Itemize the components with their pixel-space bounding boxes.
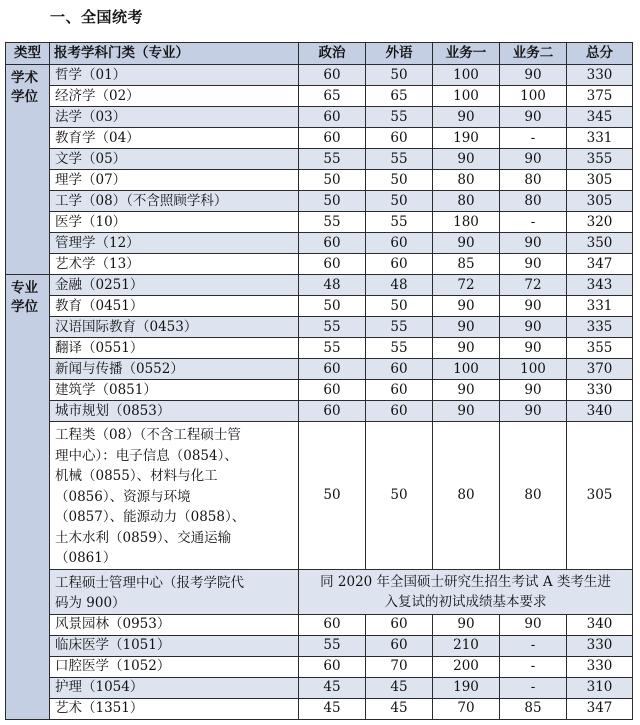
table-row (6, 275, 633, 296)
politics-cell: 60 (299, 233, 366, 254)
subject-cell: 艺术（1351） (50, 698, 299, 719)
total-cell: 355 (567, 338, 633, 359)
engineering-line: （0857）、能源动力（0858）、 (55, 509, 246, 525)
course1-cell: 90 (433, 380, 500, 401)
header-course1: 业务一 (433, 43, 500, 65)
subject-cell: 管理学（12） (50, 233, 299, 254)
course1-cell: 90 (433, 107, 500, 128)
section-heading: 一、全国统考 (50, 8, 144, 26)
table-row (6, 401, 633, 422)
politics-cell: 60 (299, 401, 366, 422)
subject-cell: 金融（0251） (50, 275, 299, 296)
politics-cell: 45 (299, 698, 366, 719)
politics-cell: 60 (299, 107, 366, 128)
course2-cell: 90 (500, 401, 567, 422)
total-cell: 340 (567, 614, 633, 635)
engineering-line: 工程类（08）（不含工程硕士管 (55, 427, 241, 443)
header-total: 总分 (567, 43, 633, 65)
language-cell: 50 (366, 65, 433, 86)
politics-cell: 45 (299, 677, 366, 698)
course2-cell: 100 (500, 359, 567, 380)
subject-cell: 理学（07） (50, 170, 299, 191)
total-cell: 343 (567, 275, 633, 296)
total-cell: 330 (567, 65, 633, 86)
table-row (6, 191, 633, 212)
course2-cell: 90 (500, 254, 567, 275)
subject-cell: 工学（08）（不含照顾学科） (50, 191, 299, 212)
total-cell: 305 (567, 191, 633, 212)
language-cell: 50 (366, 422, 433, 570)
course2-cell: 80 (500, 170, 567, 191)
politics-cell: 55 (299, 635, 366, 656)
subject-cell: 哲学（01） (50, 65, 299, 86)
engineering-line: 土木水利（0859）、交通运输 (55, 529, 232, 546)
course2-cell: 80 (500, 191, 567, 212)
mgmt-center-line: 码为 900） (55, 595, 126, 611)
course2-cell: 90 (500, 614, 567, 635)
category-academic-text: 学术 (11, 70, 38, 86)
header-language: 外语 (366, 43, 433, 65)
total-cell: 355 (567, 149, 633, 170)
total-cell: 335 (567, 317, 633, 338)
table-row (6, 149, 633, 170)
language-cell: 60 (366, 635, 433, 656)
language-cell: 60 (366, 380, 433, 401)
subject-cell: 口腔医学（1052） (50, 656, 299, 677)
politics-cell: 50 (299, 422, 366, 570)
language-cell: 45 (366, 677, 433, 698)
total-cell: 347 (567, 254, 633, 275)
language-cell: 70 (366, 656, 433, 677)
politics-cell: 60 (299, 359, 366, 380)
course2-cell: 72 (500, 275, 567, 296)
subject-cell-mgmt-center (50, 569, 299, 614)
language-cell: 55 (366, 338, 433, 359)
subject-cell: 经济学（02） (50, 86, 299, 107)
course1-cell: 90 (433, 233, 500, 254)
engineering-line: 机械（0855）、材料与化工 (55, 468, 218, 484)
course1-cell: 200 (433, 656, 500, 677)
course1-cell: 90 (433, 149, 500, 170)
table-row (6, 296, 633, 317)
subject-cell: 护理（1054） (50, 677, 299, 698)
table-row (6, 338, 633, 359)
course2-cell: - (500, 677, 567, 698)
table-row (6, 128, 633, 149)
course2-cell: 90 (500, 149, 567, 170)
subject-cell: 城市规划（0853） (50, 401, 299, 422)
course1-cell: 180 (433, 212, 500, 233)
politics-cell: 60 (299, 254, 366, 275)
politics-cell: 48 (299, 275, 366, 296)
total-cell: 310 (567, 677, 633, 698)
course1-cell: 90 (433, 614, 500, 635)
table-row-mgmt-center (6, 569, 633, 614)
total-cell: 320 (567, 212, 633, 233)
category-professional-text: 专业 (11, 280, 38, 296)
language-cell: 55 (366, 212, 433, 233)
table-row (6, 656, 633, 677)
mgmt-center-line: 工程硕士管理中心（报考学院代 (55, 574, 244, 591)
course1-cell: 85 (433, 254, 500, 275)
course1-cell: 90 (433, 338, 500, 359)
language-cell: 60 (366, 233, 433, 254)
category-professional (6, 275, 50, 720)
course2-cell: 80 (500, 422, 567, 570)
politics-cell: 60 (299, 656, 366, 677)
language-cell: 50 (366, 191, 433, 212)
header-subject: 报考学科门类（专业） (50, 43, 299, 65)
course1-cell: 90 (433, 296, 500, 317)
header-category: 类型 (6, 43, 50, 65)
course1-cell: 80 (433, 170, 500, 191)
engineering-line: 理中心）：电子信息（0854）、 (55, 447, 238, 464)
total-cell: 305 (567, 170, 633, 191)
language-cell: 60 (366, 254, 433, 275)
table-row (6, 614, 633, 635)
category-professional-text: 学位 (11, 299, 38, 315)
subject-cell: 汉语国际教育（0453） (50, 317, 299, 338)
course2-cell: 90 (500, 380, 567, 401)
table-row (6, 86, 633, 107)
course1-cell: 80 (433, 191, 500, 212)
language-cell: 65 (366, 86, 433, 107)
subject-cell: 建筑学（0851） (50, 380, 299, 401)
course1-cell: 90 (433, 401, 500, 422)
table-row-engineering (6, 422, 633, 570)
engineering-line: （0856）、资源与环境 (55, 488, 191, 505)
total-cell: 330 (567, 656, 633, 677)
politics-cell: 55 (299, 212, 366, 233)
total-cell: 340 (567, 401, 633, 422)
course1-cell: 72 (433, 275, 500, 296)
politics-cell: 60 (299, 65, 366, 86)
language-cell: 50 (366, 296, 433, 317)
course1-cell: 70 (433, 698, 500, 719)
politics-cell: 55 (299, 317, 366, 338)
politics-cell: 60 (299, 128, 366, 149)
table-row (6, 677, 633, 698)
subject-cell: 教育（0451） (50, 296, 299, 317)
language-cell: 48 (366, 275, 433, 296)
language-cell: 50 (366, 170, 433, 191)
score-table (5, 42, 633, 720)
course1-cell: 190 (433, 677, 500, 698)
subject-cell: 临床医学（1051） (50, 635, 299, 656)
course1-cell: 80 (433, 422, 500, 570)
table-row (6, 635, 633, 656)
total-cell: 330 (567, 635, 633, 656)
subject-cell: 法学（03） (50, 107, 299, 128)
table-row (6, 65, 633, 86)
note-line: 同 2020 年全国硕士研究生招生考试 A 类考生进 (320, 573, 611, 590)
language-cell: 55 (366, 149, 433, 170)
total-cell: 347 (567, 698, 633, 719)
subject-cell: 文学（05） (50, 149, 299, 170)
language-cell: 60 (366, 128, 433, 149)
mgmt-center-note (299, 569, 633, 614)
engineering-line: （0861） (55, 550, 117, 566)
language-cell: 55 (366, 317, 433, 338)
course2-cell: 90 (500, 317, 567, 338)
language-cell: 55 (366, 107, 433, 128)
total-cell: 331 (567, 296, 633, 317)
politics-cell: 55 (299, 149, 366, 170)
course1-cell: 100 (433, 86, 500, 107)
note-line: 入复试的初试成绩基本要求 (384, 593, 547, 610)
course2-cell: 100 (500, 86, 567, 107)
table-row (6, 254, 633, 275)
table-row (6, 317, 633, 338)
language-cell: 45 (366, 698, 433, 719)
table-row (6, 107, 633, 128)
header-row (6, 43, 633, 65)
language-cell: 60 (366, 359, 433, 380)
subject-cell: 艺术学（13） (50, 254, 299, 275)
course1-cell: 100 (433, 65, 500, 86)
course1-cell: 100 (433, 359, 500, 380)
table-row (6, 698, 633, 719)
table-row (6, 359, 633, 380)
politics-cell: 55 (299, 338, 366, 359)
politics-cell: 60 (299, 380, 366, 401)
course2-cell: 90 (500, 296, 567, 317)
course2-cell: 90 (500, 338, 567, 359)
category-academic-text: 学位 (11, 89, 38, 105)
header-course2: 业务二 (500, 43, 567, 65)
course2-cell: - (500, 656, 567, 677)
total-cell: 375 (567, 86, 633, 107)
language-cell: 60 (366, 614, 433, 635)
course2-cell: 90 (500, 107, 567, 128)
language-cell: 60 (366, 401, 433, 422)
course1-cell: 90 (433, 317, 500, 338)
politics-cell: 60 (299, 614, 366, 635)
total-cell: 330 (567, 380, 633, 401)
table-row (6, 380, 633, 401)
total-cell: 305 (567, 422, 633, 570)
course2-cell: - (500, 128, 567, 149)
total-cell: 331 (567, 128, 633, 149)
subject-cell: 教育学（04） (50, 128, 299, 149)
subject-cell-engineering (50, 422, 299, 570)
course2-cell: - (500, 635, 567, 656)
course2-cell: 90 (500, 65, 567, 86)
subject-cell: 风景园林（0953） (50, 614, 299, 635)
subject-cell: 翻译（0551） (50, 338, 299, 359)
course2-cell: - (500, 212, 567, 233)
politics-cell: 50 (299, 296, 366, 317)
total-cell: 350 (567, 233, 633, 254)
politics-cell: 65 (299, 86, 366, 107)
politics-cell: 50 (299, 170, 366, 191)
total-cell: 370 (567, 359, 633, 380)
category-academic (6, 65, 50, 275)
table-row (6, 212, 633, 233)
subject-cell: 医学（10） (50, 212, 299, 233)
course2-cell: 85 (500, 698, 567, 719)
table-row (6, 170, 633, 191)
course1-cell: 210 (433, 635, 500, 656)
politics-cell: 50 (299, 191, 366, 212)
table-row (6, 233, 633, 254)
total-cell: 345 (567, 107, 633, 128)
header-politics: 政治 (299, 43, 366, 65)
subject-cell: 新闻与传播（0552） (50, 359, 299, 380)
course1-cell: 190 (433, 128, 500, 149)
course2-cell: 90 (500, 233, 567, 254)
